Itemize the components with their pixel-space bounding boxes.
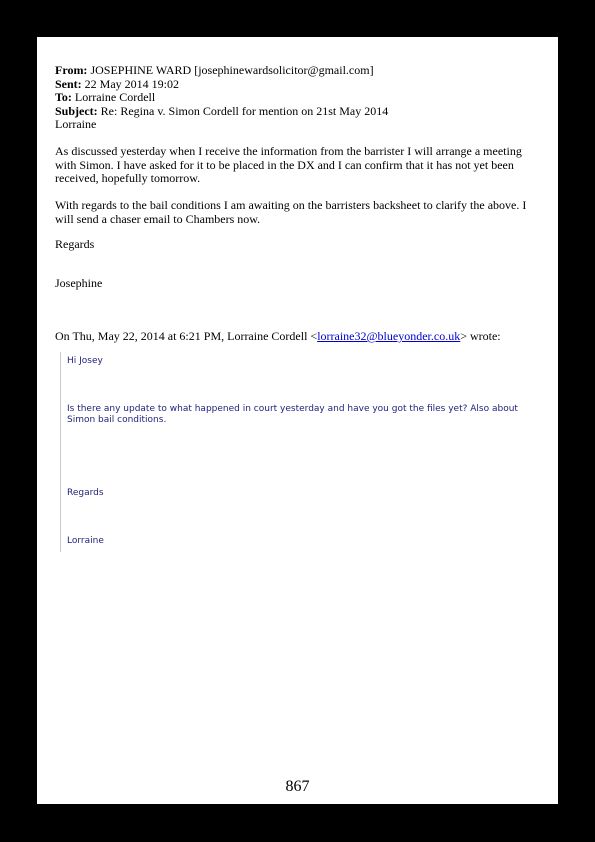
quote-intro-pre: On Thu, May 22, 2014 at 6:21 PM, Lorraine Cordell < xyxy=(55,329,318,343)
sent-label: Sent: xyxy=(55,76,82,91)
regards: Regards xyxy=(55,237,95,251)
quoted-signature: Lorraine xyxy=(67,536,104,546)
greeting: Lorraine xyxy=(55,117,97,131)
to-line xyxy=(55,91,545,105)
quoted-message xyxy=(60,352,547,552)
quote-intro-post: > wrote: xyxy=(460,329,501,343)
signature: Josephine xyxy=(55,276,103,290)
email-header xyxy=(55,64,545,132)
document-page xyxy=(37,37,558,804)
paragraph-2: With regards to the bail conditions I am awaiting on the barristers backsheet to clarify the above. I will send a chaser email to Chambers now. xyxy=(55,198,527,226)
to-label: To: xyxy=(55,90,72,104)
to-value: Lorraine Cordell xyxy=(74,90,156,104)
quoted-body: Is there any update to what happened in court yesterday and have you got the files yet? Also about Simon bail conditions. xyxy=(67,404,518,425)
sender-email-link[interactable]: lorraine32@blueyonder.co.uk xyxy=(317,329,461,343)
quoted-greeting: Hi Josey xyxy=(67,356,103,366)
from-value: JOSEPHINE WARD [josephinewardsolicitor@gmail.com] xyxy=(90,63,374,77)
page-number: 867 xyxy=(285,778,310,795)
subject-label: Subject: xyxy=(55,103,98,118)
paragraph-1: As discussed yesterday when I receive the information from the barrister I will arrange a meeting with Simon. I have asked for it to be placed in the DX and I can confirm that it has not yet been received, hopefully tomorrow. xyxy=(55,144,522,185)
sent-value: 22 May 2014 19:02 xyxy=(84,76,180,91)
quoted-regards: Regards xyxy=(67,488,104,498)
from-label: From: xyxy=(55,63,88,77)
subject-line xyxy=(55,105,545,119)
subject-value: Re: Regina v. Simon Cordell for mention on 21st May 2014 xyxy=(100,103,389,118)
from-line xyxy=(55,64,545,78)
sent-line xyxy=(55,78,545,92)
quote-intro xyxy=(55,330,545,344)
